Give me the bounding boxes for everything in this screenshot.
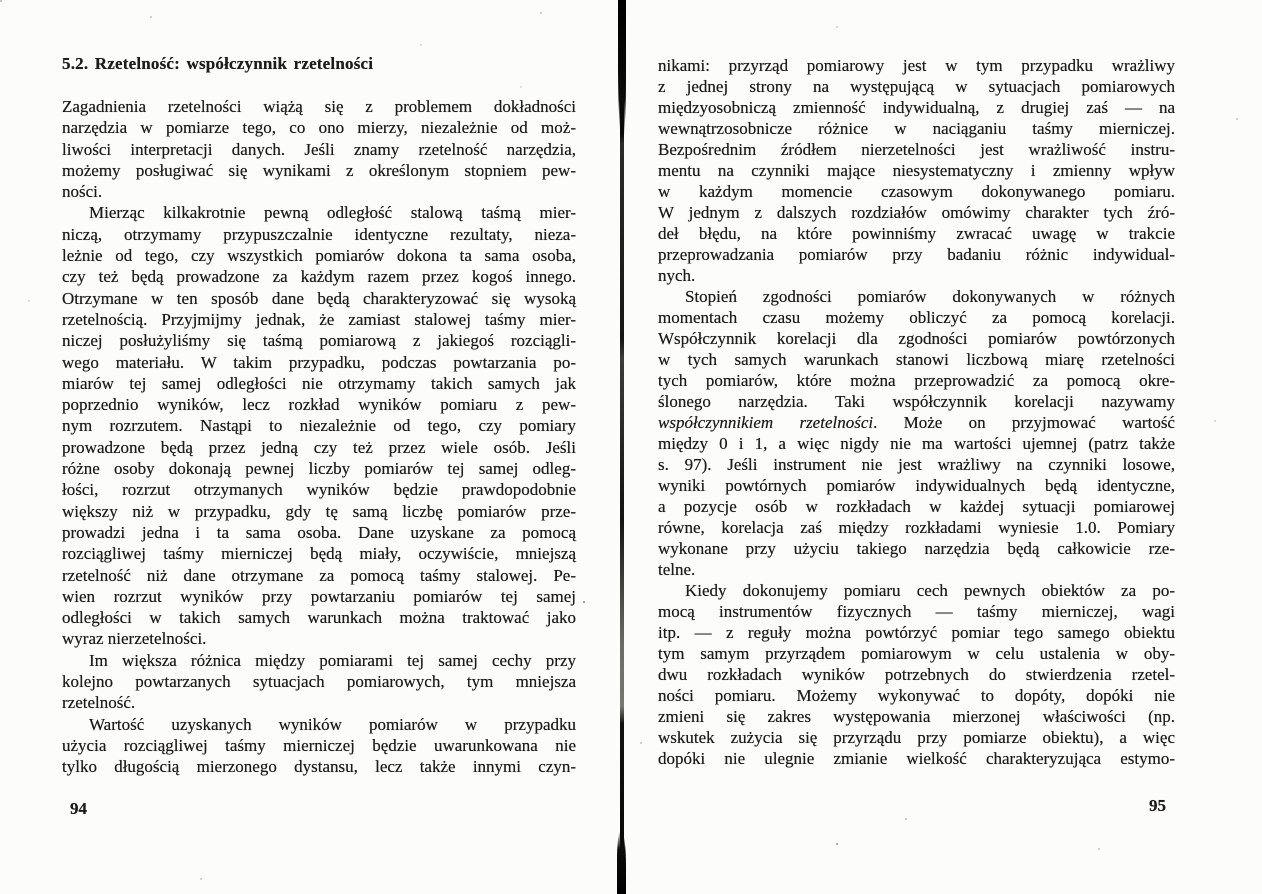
italic-term: współczynnikiem rzetelności [658, 413, 874, 432]
text-line: s. 97). Jeśli instrument nie jest wrażliwy na czynniki losowe, [658, 455, 1175, 474]
binding-gutter-line [620, 0, 624, 894]
text-line: rzetelność niż dane otrzymane za pomocą taśmy stalowej. Pe- [62, 565, 576, 585]
text-line: rozciągliwej taśmy mierniczej będą miały, oczywiście, mniejszą [62, 544, 576, 564]
text-line: wego materiału. W takim przypadku, podczas powtarzania po- [62, 352, 576, 372]
text-line: nym rozrzutem. Nastąpi to niezależnie od tego, czy pomiary [62, 416, 576, 436]
text-line: deł błędu, na które powinniśmy zwracać uwagę w trakcie [658, 224, 1175, 243]
text-line: wyraz nierzetelności. [62, 629, 207, 649]
text-line: różne osoby dokonają pewnej liczby pomiarów tej samej odleg- [62, 459, 576, 479]
text-line: użycia rozciągliwej taśmy mierniczej będzie uwarunkowana nie [62, 735, 576, 755]
left-page-body-text [62, 96, 576, 778]
text-line: tym samym przyrządem pomiarowym w celu ustalenia w oby- [658, 644, 1175, 663]
text-line: nikami: przyrząd pomiarowy jest w tym przypadku wrażliwy [658, 56, 1175, 75]
text-line: zmieni się zakres występowania mierzonej właściwości (np. [658, 707, 1175, 726]
text-line: ności pomiaru. Możemy wykonywać to dopóty, dopóki nie [658, 686, 1175, 705]
text-line: narzędzia w pomiarze tego, co ono mierzy, niezależnie od moż- [62, 118, 576, 138]
text-line: tych pomiarów, które można przeprowadzić za pomocą okre- [658, 371, 1175, 390]
text-line: Stopień zgodności pomiarów dokonywanych w różnych [685, 287, 1175, 306]
text-line: w tych samych warunkach stanowi liczbową miarę rzetelności [658, 350, 1175, 369]
text-line: łości, rozrzut otrzymanych wyników będzie prawdopodobnie [62, 480, 576, 500]
text-line: między 0 i 1, a więc nigdy nie ma wartości ujemnej (patrz także [658, 434, 1175, 453]
right-page-body-text [658, 55, 1175, 769]
text-line: przeprowadzania pomiarów przy badaniu różnic indywidual- [658, 245, 1175, 264]
page-number-left: 94 [70, 799, 87, 818]
text-line: a pozycje osób w rozkładach w każdej sytuacji pomiarowej [658, 497, 1175, 516]
text-line: Mierząc kilkakrotnie pewną odległość stalową taśmą mier- [89, 203, 576, 223]
text-line: Otrzymane w ten sposób dane będą charakteryzować się wysoką [62, 288, 576, 308]
text-line: wyniki powtórnych pomiarów indywidualnych będą identyczne, [658, 476, 1175, 495]
text-line: rzetelność. [62, 693, 136, 713]
text-line: odległości w takich samych warunkach można traktować jako [62, 608, 576, 628]
text-line: ślonego narzędzia. Taki współczynnik korelacji nazywamy [658, 392, 1175, 411]
text-line: nych. [658, 266, 696, 285]
text-line: Im większa różnica między pomiarami tej samej cechy przy [89, 650, 576, 670]
text-line: telne. [658, 560, 696, 579]
text-line: większy niż w przypadku, gdy tę samą liczbę pomiarów prze- [62, 501, 576, 521]
text-line: mentu na czynniki mające niesystematyczny i zmienny wpływ [658, 161, 1175, 180]
text-line: Kiedy dokonujemy pomiaru cech pewnych obiektów za po- [685, 581, 1175, 600]
text-line: W jednym z dalszych rozdziałów omówimy charakter tych źró- [658, 203, 1175, 222]
text-line: niczą, otrzymamy przypuszczalnie identyczne rezultaty, nieza- [62, 224, 576, 244]
text-line: czy też będą prowadzone za każdym razem przez kogoś innego. [62, 267, 576, 287]
text-line: poprzednio wyników, lecz rozkład wyników pomiaru z pew- [62, 395, 576, 415]
text-line: z jednej strony na występującą w sytuacjach pomiarowych [658, 77, 1175, 96]
text-line: Bezpośrednim źródłem nierzetelności jest wrażliwość instru- [658, 140, 1175, 159]
text-line: liwości interpretacji danych. Jeśli znamy rzetelność narzędzia, [62, 139, 576, 159]
text-line: leżnie od tego, czy wszystkich pomiarów dokona ta sama osoba, [62, 246, 576, 266]
text-line: wewnątrzosobnicze różnice w naciąganiu taśmy mierniczej. [658, 119, 1175, 138]
text-line: wykonane przy użyciu takiego narzędzia będą całkowicie rze- [658, 539, 1175, 558]
text-line: Współczynnik korelacji dla zgodności pomiarów powtórzonych [658, 329, 1175, 348]
text-line: tylko długością mierzonego dystansu, lecz także innymi czyn- [62, 757, 576, 777]
text-line: dwu rozkładach wyników potrzebnych do stwierdzenia rzetel- [658, 665, 1175, 684]
text-line: prowadzone będą przez jedną czy też przez wiele osób. Jeśli [62, 437, 576, 457]
text-line: międzyosobniczą zmienność indywidualną, z drugiej zaś — na [658, 98, 1175, 117]
text-line: prowadzi jedna i ta sama osoba. Dane uzyskane za pomocą [62, 522, 576, 542]
page-number-right: 95 [1149, 796, 1166, 815]
text-line: wskutek zużycia się przyrządu przy pomiarze obiektu), a więc [658, 728, 1175, 747]
text-line: kolejno powtarzanych sytuacjach pomiarowych, tym mniejsza [62, 672, 576, 692]
text-line: dopóki nie ulegnie zmianie wielkość charakteryzująca estymo- [658, 749, 1175, 768]
text-line: w każdym momencie czasowym dokonywanego pomiaru. [658, 182, 1175, 201]
text-line: mocą instrumentów fizycznych — taśmy mierniczej, wagi [658, 602, 1175, 621]
text-line: współczynnikiem rzetelności. Może on przyjmować wartość [658, 413, 1175, 432]
text-line: Wartość uzyskanych wyników pomiarów w przypadku [89, 714, 576, 734]
text-line: Zagadnienia rzetelności wiążą się z problemem dokładności [62, 97, 576, 116]
section-heading: 5.2. Rzetelność: współczynnik rzetelności [62, 54, 374, 73]
text-line: miarów tej samej odległości nie otrzymamy takich samych jak [62, 373, 576, 393]
text-line: wien rozrzut wyników przy powtarzaniu pomiarów tej samej [62, 586, 576, 606]
text-line: rzetelnością. Przyjmijmy jednak, że zamiast stalowej taśmy mier- [62, 309, 576, 329]
text-line: niczej posłużyliśmy się taśmą pomiarową z jakiegoś rozciągli- [62, 331, 576, 351]
text-line: itp. — z reguły można powtórzyć pomiar tego samego obiektu [658, 623, 1175, 642]
text-line: równe, korelacja zaś między rozkładami wyniesie 1.0. Pomiary [658, 518, 1175, 537]
text-line: możemy posługiwać się wynikami z określonym stopniem pew- [62, 160, 576, 180]
text-line: momentach czasu możemy obliczyć za pomocą korelacji. [658, 308, 1175, 327]
scan-noise [0, 0, 2, 2]
text-line: ności. [62, 182, 103, 202]
